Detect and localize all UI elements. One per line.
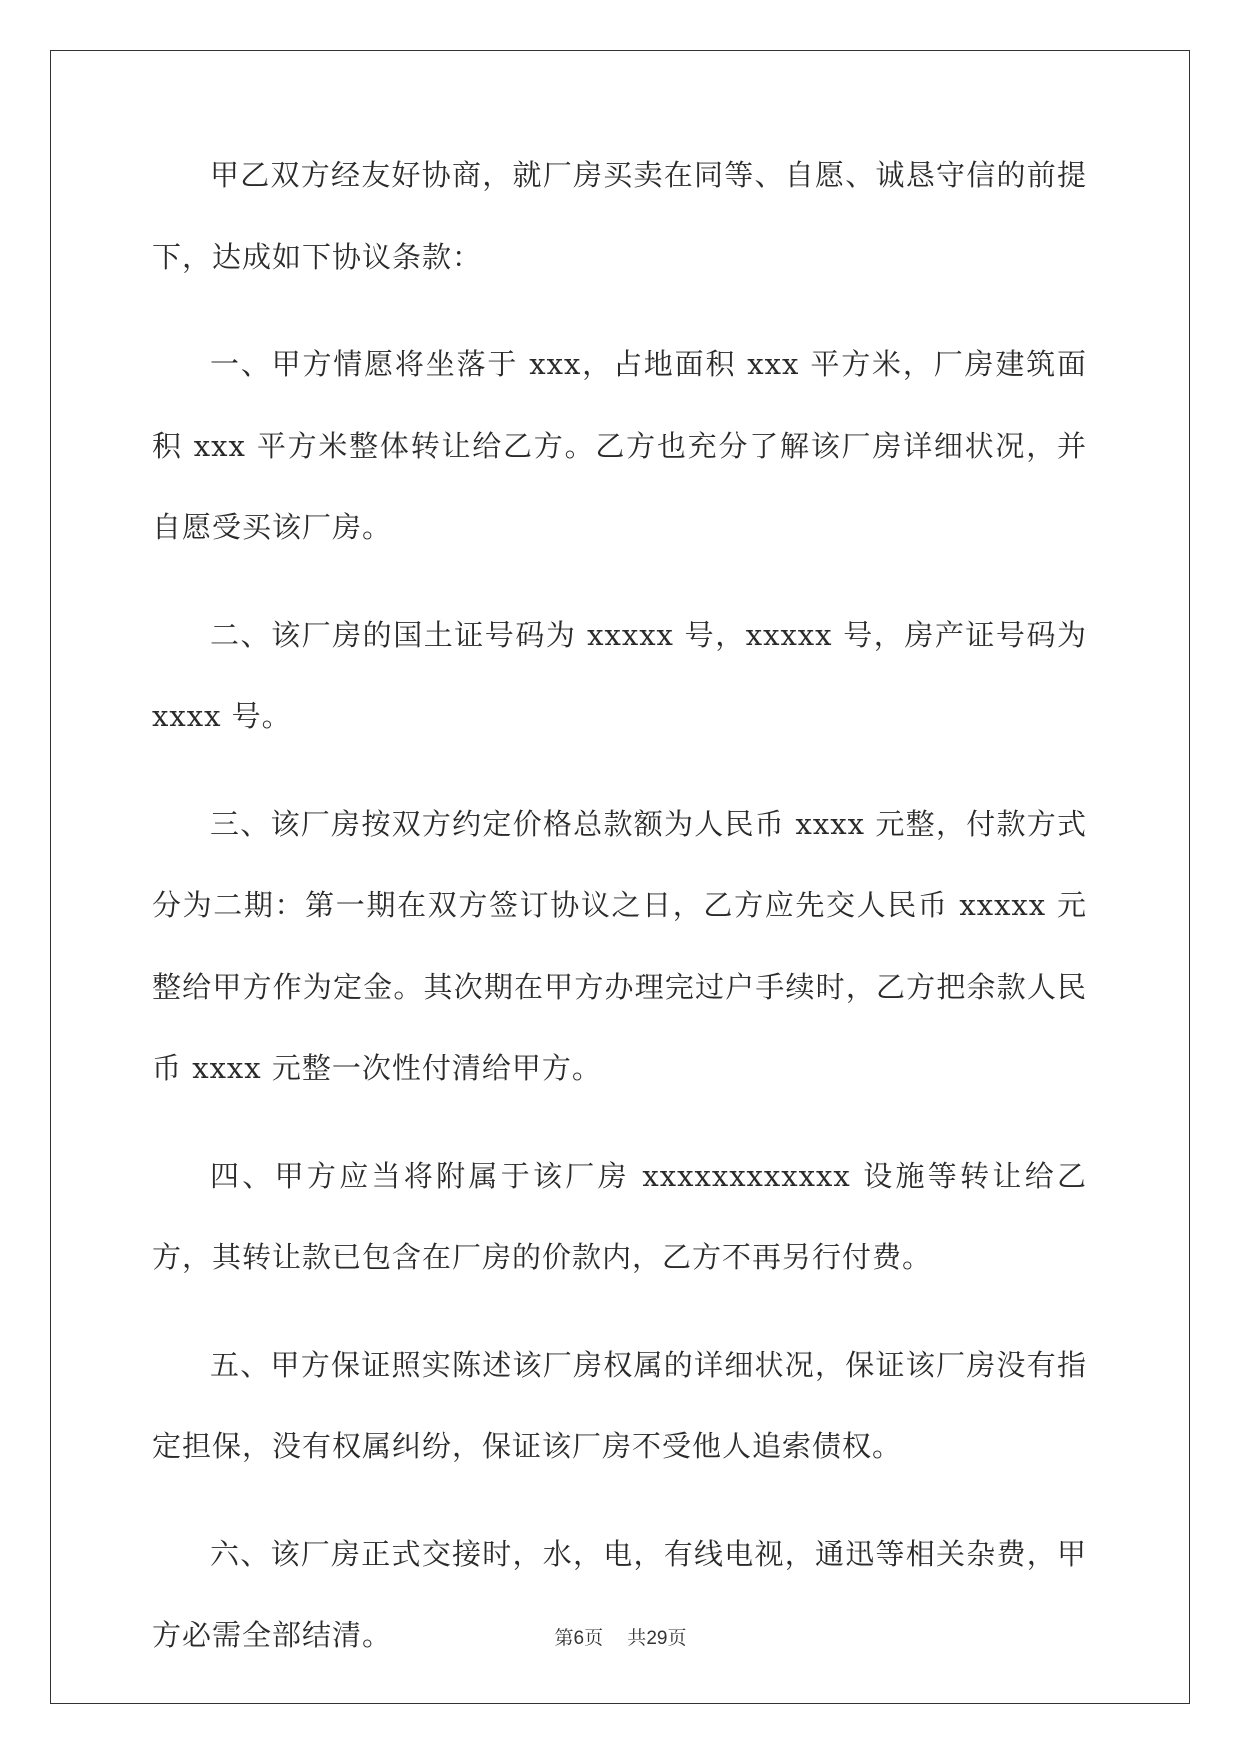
page-suffix: 页 bbox=[584, 1627, 604, 1649]
page-number: 6 bbox=[573, 1628, 585, 1649]
total-suffix: 页 bbox=[667, 1627, 687, 1649]
page-footer bbox=[0, 1623, 1241, 1650]
paragraph-clause-4: 四、甲方应当将附属于该厂房 xxxxxxxxxxxx 设施等转让给乙方，其转让款已包含在厂房的价款内，乙方不再另行付费。 bbox=[152, 1158, 1087, 1274]
total-prefix: 共 bbox=[627, 1627, 647, 1649]
document-body bbox=[152, 158, 1087, 1731]
paragraph-clause-2: 二、该厂房的国土证号码为 xxxxx 号，xxxxx 号，房产证号码为 xxxx 号。 bbox=[152, 617, 1087, 733]
paragraph-clause-5: 五、甲方保证照实陈述该厂房权属的详细状况，保证该厂房没有指定担保，没有权属纠纷，保证该厂房不受他人追索债权。 bbox=[152, 1347, 1087, 1463]
paragraph-intro: 甲乙双方经友好协商，就厂房买卖在同等、自愿、诚恳守信的前提下，达成如下协议条款： bbox=[152, 158, 1087, 274]
total-pages: 29 bbox=[646, 1628, 668, 1649]
paragraph-clause-3: 三、该厂房按双方约定价格总款额为人民币 xxxx 元整，付款方式分为二期：第一期在双方签订协议之日，乙方应先交人民币 xxxxx 元整给甲方作为定金。其次期在甲方办理完过户手续时，乙方把余款人民币 xxxx 元整一次性付清给甲方。 bbox=[152, 806, 1087, 1085]
paragraph-clause-1: 一、甲方情愿将坐落于 xxx，占地面积 xxx 平方米，厂房建筑面积 xxx 平方米整体转让给乙方。乙方也充分了解该厂房详细状况，并自愿受买该厂房。 bbox=[152, 347, 1087, 544]
page-prefix: 第 bbox=[554, 1627, 574, 1649]
paragraph-clause-6: 六、该厂房正式交接时，水，电，有线电视，通迅等相关杂费，甲方必需全部结清。 bbox=[152, 1536, 1087, 1652]
